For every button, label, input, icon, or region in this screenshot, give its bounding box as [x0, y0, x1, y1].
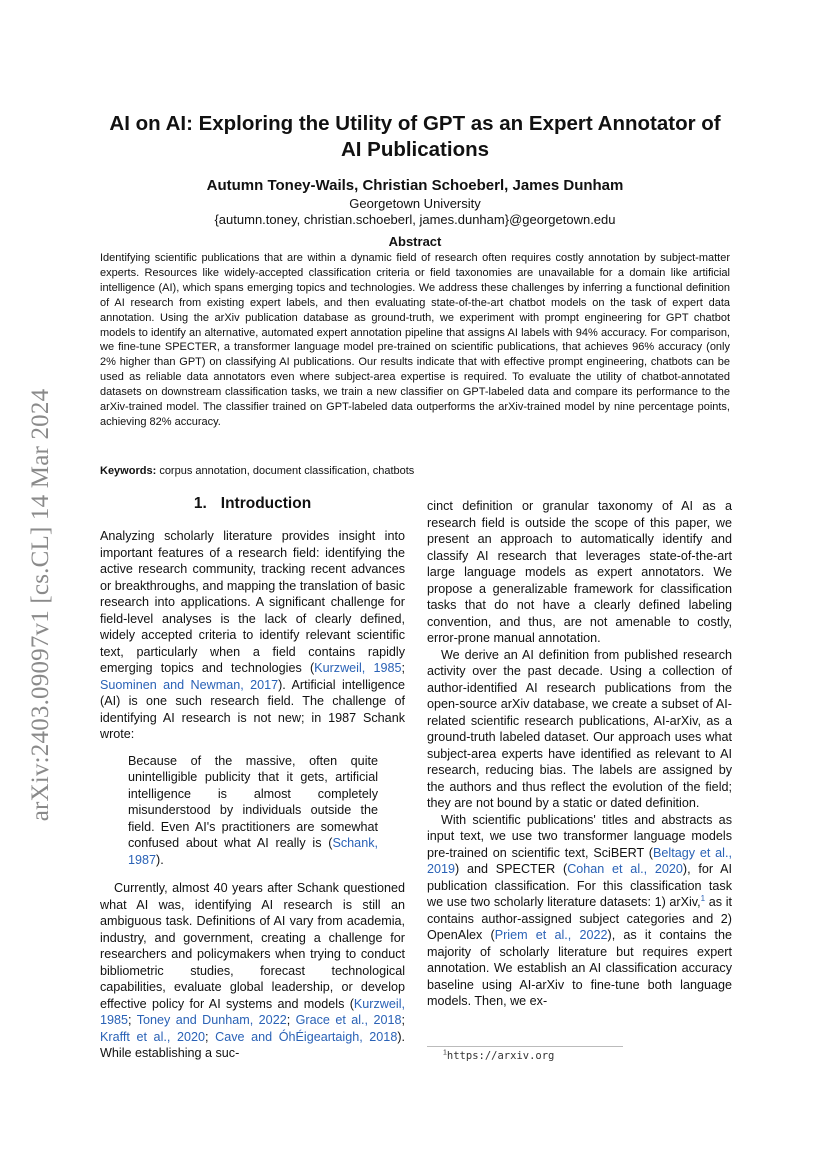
author-emails: {autumn.toney, christian.schoeberl, james.dunham}@georgetown.edu: [214, 212, 616, 227]
footnote-url[interactable]: https://arxiv.org: [446, 1050, 555, 1062]
intro-paragraph-5: [427, 812, 732, 1010]
citation-link[interactable]: Kurzweil, 1985: [314, 661, 402, 675]
paragraph-text: as it contains author-assigned subject categories and 2) OpenAlex (: [427, 895, 732, 942]
quote-text: ).: [156, 852, 164, 867]
block-quote: [128, 753, 378, 869]
citation-link[interactable]: Beltagy et al., 2019: [427, 845, 732, 876]
left-column: [100, 494, 405, 1062]
keywords-text: corpus annotation, document classification, chatbots: [159, 465, 415, 477]
citation-link[interactable]: Krafft et al., 2020: [100, 1029, 205, 1044]
author-list: Autumn Toney-Wails, Christian Schoeberl, James Dunham: [206, 177, 624, 194]
intro-paragraph-3: cinct definition or granular taxonomy of AI as a research field is outside the scope of this paper, we present an approach to automatically identify and classify AI research that leverages state-of-the-art large language models as expert annotators. We propose a generalizable framework for classification tasks that do not have a clearly defined labeling convention, and thus, are not amenable to costly, error-prone manual annotation.: [427, 499, 732, 645]
right-column: [427, 498, 732, 1010]
citation-link[interactable]: Toney and Dunham, 2022: [136, 1013, 287, 1027]
citation-link[interactable]: Cave and ÓhÉigeartaigh, 2018: [215, 1029, 398, 1044]
affiliation: Georgetown University: [349, 196, 481, 211]
intro-paragraph-4: We derive an AI definition from published research activity over the past decade. Using a collection of author-identified AI research publications from the open-source arXiv database, we create a subset of AI-related scientific research publications, AI-arXiv, as a ground-truth labeled dataset. Our approach uses what subject-area experts have identified as relevant to AI research, reducing bias. The labels are assigned by the authors and thus reflect the evolution of the field; they are not bound by a static or dated definition.: [427, 647, 732, 810]
paragraph-text: ). While establishing a suc-: [100, 1029, 406, 1060]
separator: ;: [128, 1013, 137, 1027]
separator: ;: [401, 1013, 405, 1027]
footnote-rule: [427, 1046, 623, 1047]
citation-link[interactable]: Priem et al., 2022: [494, 928, 608, 942]
citation-link[interactable]: Kurzweil, 1985: [100, 996, 405, 1027]
arxiv-identifier-sidebar: [23, 360, 59, 850]
paper-title: AI on AI: Exploring the Utility of GPT as an Expert Annotator of AI Publications: [109, 112, 721, 161]
section-number: 1.: [193, 495, 207, 512]
paragraph-text: ) and SPECTER (: [455, 862, 568, 876]
citation-link[interactable]: Schank, 1987: [128, 836, 378, 867]
abstract-text: Identifying scientific publications that are within a dynamic field of research often requires costly annotation by subject-matter experts. Resources like widely-accepted classification criteria or field taxonomies are unavailable for a domain like artificial intelligence (AI), which spans emerging topics and technologies. We address these challenges by inferring a functional definition of AI research from existing expert labels, and then evaluating state-of-the-art chatbot models on the task of expert data annotation. Using the arXiv publication database as ground-truth, we experiment with prompt engineering for GPT chatbot models to identify an alternative, automated expert annotation pipeline that assigns AI labels with 94% accuracy. For comparison, we fine-tune SPECTER, a transformer language model pre-trained on scientific publications, that achieves 96% accuracy (only 2% higher than GPT) on classifying AI publications. Our results indicate that with effective prompt engineering, chatbots can be used as reliable data annotators even where subject-area expertise is required. To evaluate the utility of chatbot-annotated datasets on downstream classification tasks, we train a new classifier on GPT-labeled data and compare its performance to the arXiv-trained model. The classifier trained on GPT-labeled data outperforms the arXiv-trained model by nine percentage points, achieving 82% accuracy.: [100, 252, 730, 428]
section-title: Introduction: [220, 495, 312, 512]
quote-text: Because of the massive, often quite unintelligible publicity that it gets, artificial intelligence is almost completely misunderstood by individuals outside the field. Even AI's practitioners are somewhat confused about what AI really is (: [128, 753, 378, 850]
separator: ;: [401, 661, 405, 675]
intro-paragraph-2: [100, 880, 405, 1062]
footnote: [443, 1050, 554, 1062]
intro-paragraph-1: [100, 528, 405, 743]
citation-link[interactable]: Suominen and Newman, 2017: [100, 677, 279, 692]
paragraph-text: ), for AI publication classification. For this classification task we use two scholarly literature datasets: 1) arXiv,: [427, 862, 732, 909]
footnote-mark: 1: [443, 1049, 447, 1057]
paragraph-text: ), as it contains the majority of scholarly literature but requires expert annotation. We establish an AI classification accuracy baseline using AI-arXiv to fine-tune both language models. Then, we ex-: [427, 928, 733, 1008]
citation-link[interactable]: Grace et al., 2018: [295, 1013, 402, 1027]
citation-link[interactable]: Cohan et al., 2020: [567, 862, 683, 876]
paragraph-text: Currently, almost 40 years after Schank questioned what AI was, identifying AI research is still an ambiguous task. Definitions of AI vary from academia, industry, and government, creating a challenge for researchers and policymakers when trying to conduct bibliometric studies, forecast technological capabilities, evaluate global leadership, or develop effective policy for AI systems and models (: [100, 881, 405, 1011]
abstract-heading: Abstract: [388, 234, 442, 249]
arxiv-identifier-text: arXiv:2403.09097v1 [cs.CL] 14 Mar 2024: [27, 388, 54, 822]
section-heading-introduction: [100, 494, 405, 514]
paragraph-text: ). Artificial intelligence (AI) is one such research field. The challenge of identifying AI research is not new; in 1987 Schank wrote:: [100, 677, 405, 741]
keywords: [100, 465, 730, 477]
paragraph-text: Analyzing scholarly literature provides insight into important features of a research field: identifying the active research community, tracking recent advances or breakthroughs, and mapping the translation of basic research into applications. A significant challenge for field-level analyses is the lack of clearly defined, widely accepted criteria to identify relevant scientific text, particularly when a field contains rapidly emerging topics and technologies (: [100, 529, 405, 675]
footnote-marker[interactable]: 1: [700, 893, 706, 903]
paragraph-text: With scientific publications' titles and abstracts as input text, we use two transformer language models pre-trained on scientific text, SciBERT (: [427, 812, 732, 860]
separator: ;: [204, 1029, 216, 1044]
keywords-label: Keywords:: [100, 465, 157, 477]
separator: ;: [286, 1013, 296, 1027]
